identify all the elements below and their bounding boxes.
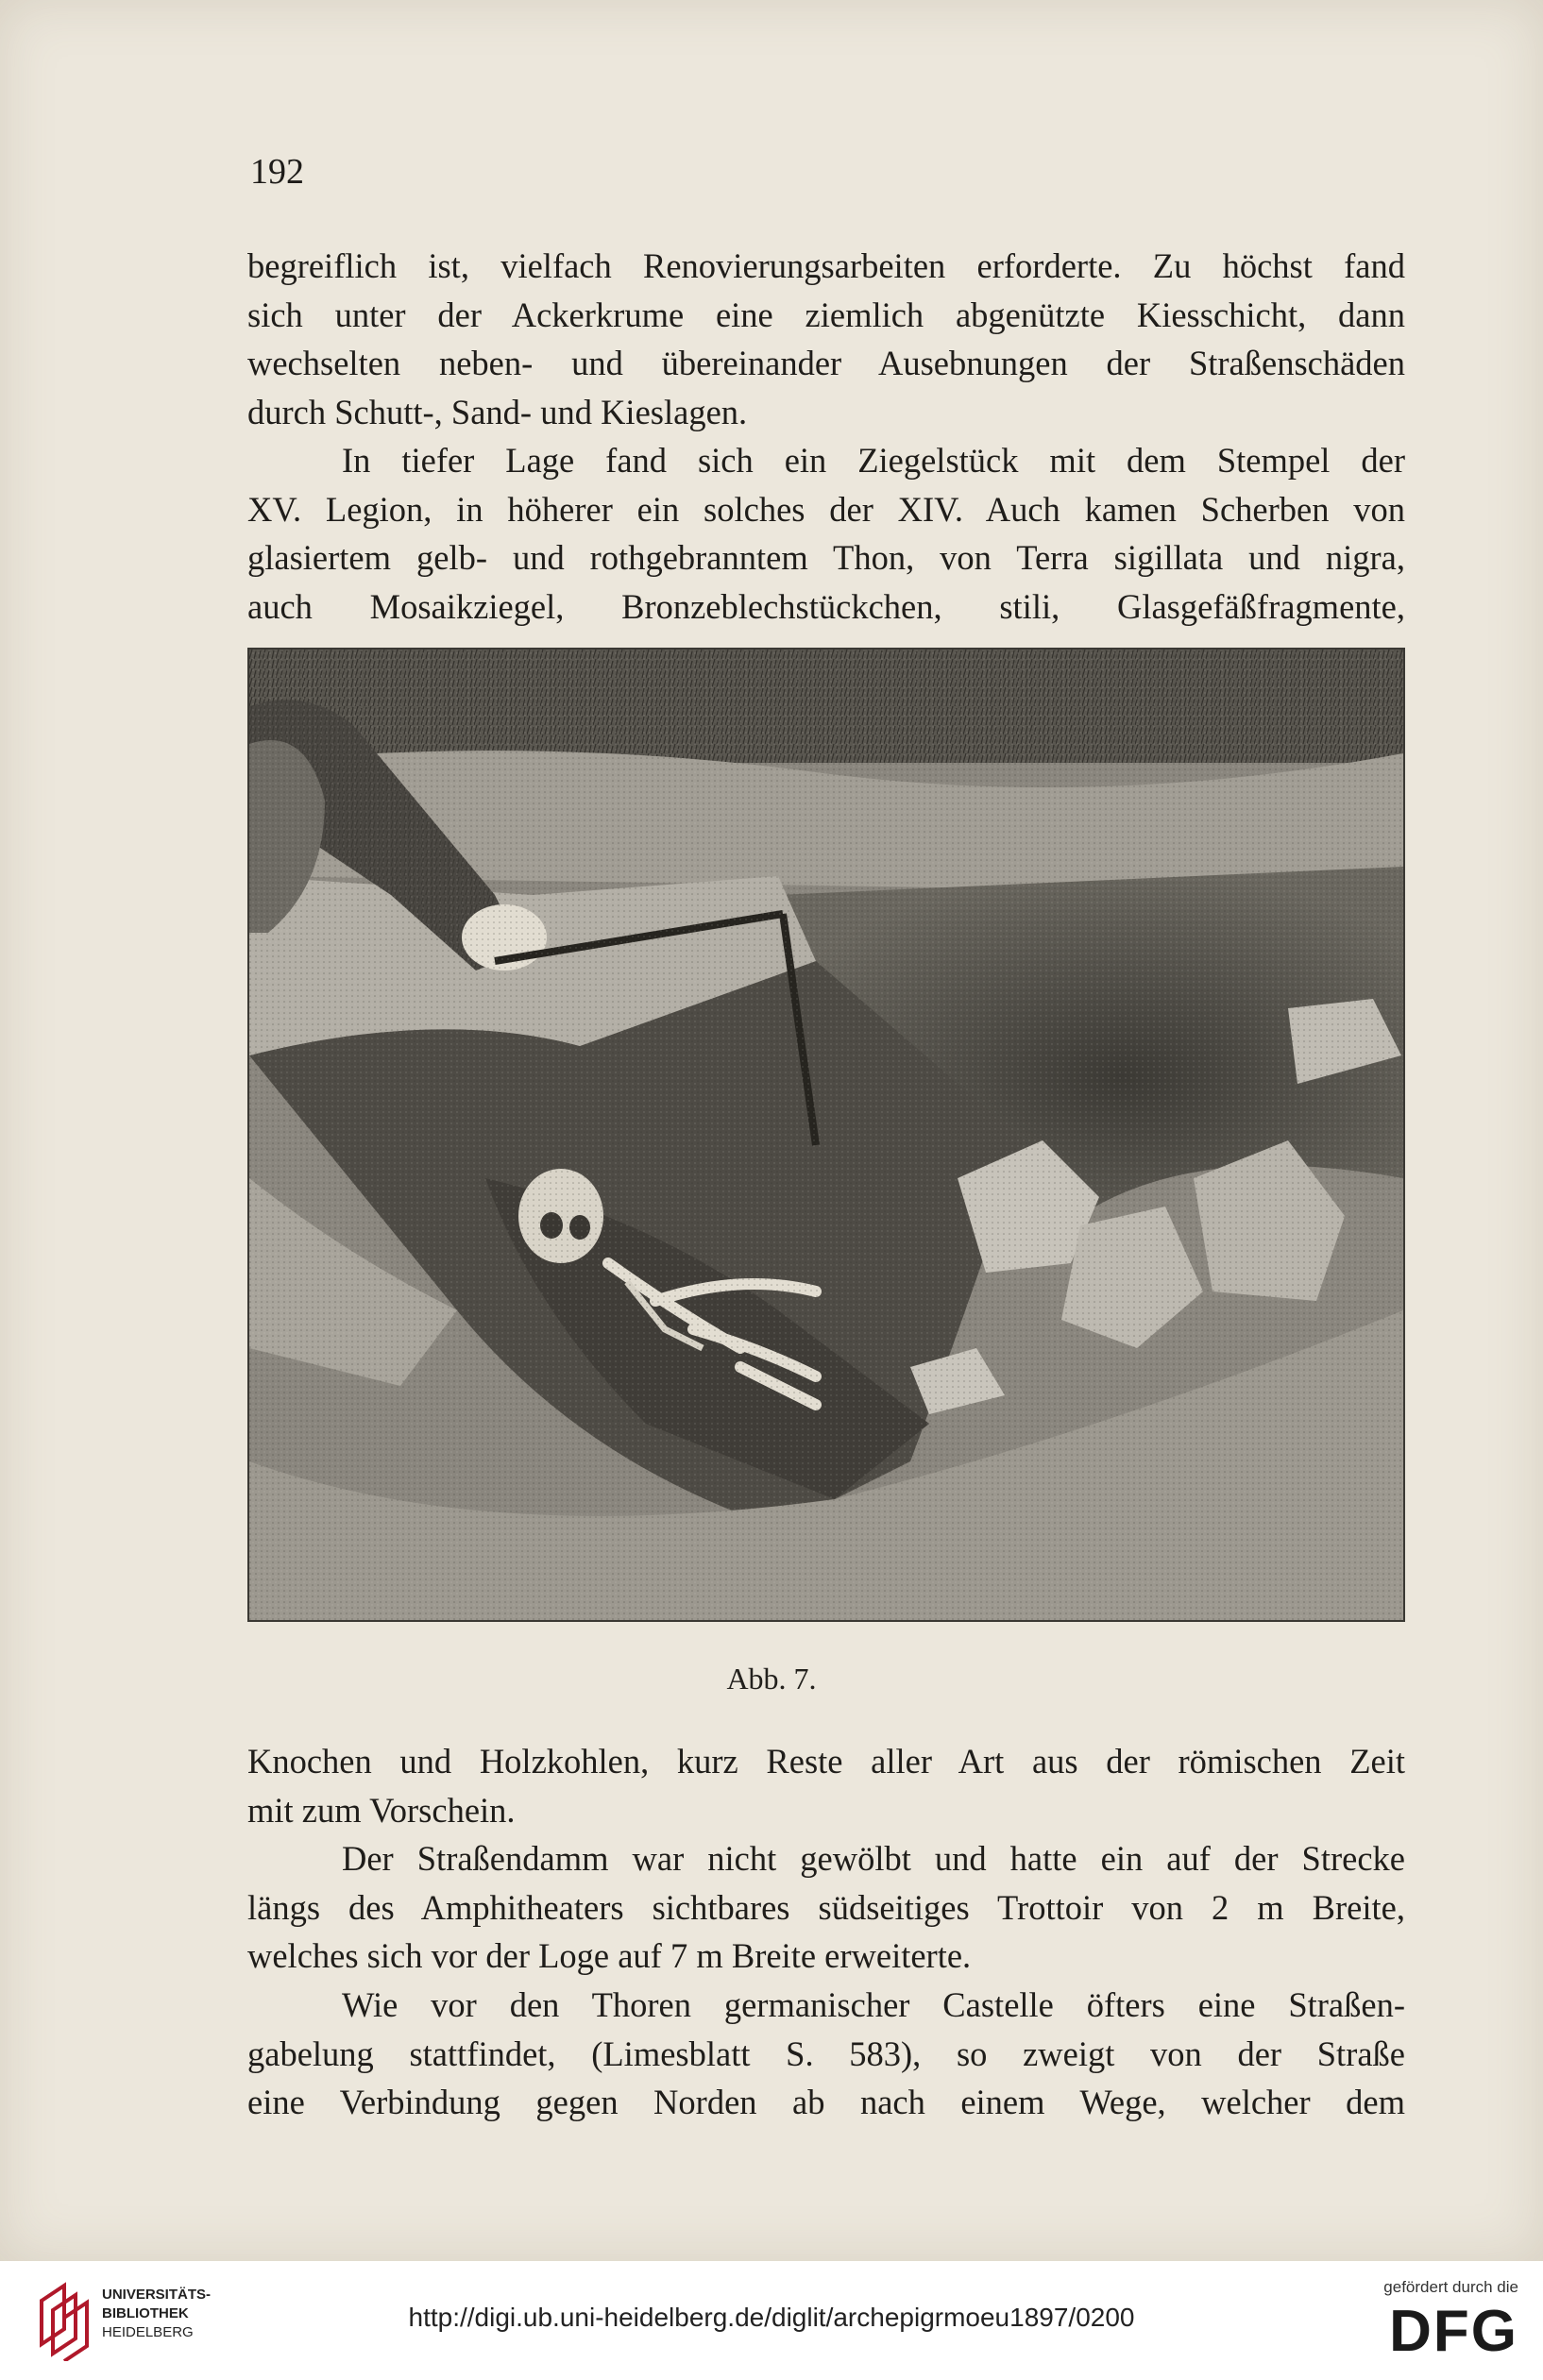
permalink-url[interactable]: http://digi.ub.uni-heidelberg.de/diglit/archepigrmoeu1897/0200 [408, 2303, 1135, 2332]
figure-caption: Abb. 7. [726, 1662, 817, 1696]
page-number: 192 [250, 152, 304, 192]
text-line: begreiflich ist, vielfach Renovierungsarbeiten erforderte. Zu höchst fand [247, 246, 1405, 285]
paragraph-3 [247, 1737, 1405, 1834]
paragraph-4 [247, 1834, 1405, 1981]
text-line: Knochen und Holzkohlen, kurz Reste aller Art aus der römischen Zeit [247, 1742, 1405, 1781]
paragraph-2 [247, 436, 1405, 631]
text-line: glasiertem gelb- und rothgebranntem Thon, von Terra sigillata und nigra, [247, 538, 1405, 577]
library-line: UNIVERSITÄTS- [102, 2287, 212, 2303]
text-line: Der Straßendamm war nicht gewölbt und hatte ein auf der Strecke [342, 1839, 1405, 1878]
text-line: gabelung stattfindet, (Limesblatt S. 583), so zweigt von der Straße [247, 2034, 1405, 2073]
text-line: mit zum Vorschein. [247, 1790, 516, 1830]
text-line: welches sich vor der Loge auf 7 m Breite erweiterte. [247, 1936, 972, 1975]
text-line: durch Schutt-, Sand- und Kieslagen. [247, 392, 748, 431]
text-line: wechselten neben- und übereinander Ausebnungen der Straßenschäden [247, 344, 1405, 382]
text-line: Wie vor den Thoren germanischer Castelle öfters eine Straßen- [342, 1985, 1405, 2024]
text-line: längs des Amphitheaters sichtbares südseitiges Trottoir von 2 m Breite, [247, 1887, 1405, 1927]
library-line: BIBLIOTHEK [102, 2305, 189, 2321]
excavation-photograph [247, 648, 1405, 1622]
paragraph-1 [247, 242, 1405, 436]
library-line: HEIDELBERG [102, 2324, 194, 2340]
funding-text: gefördert durch die [1383, 2278, 1518, 2296]
text-line: auch Mosaikziegel, Bronzeblechstückchen, stili, Glasgefäßfragmente, [247, 586, 1405, 626]
dfg-logo: DFG [1389, 2299, 1518, 2364]
paragraph-5 [247, 1981, 1405, 2127]
text-line: XV. Legion, in höherer ein solches der XIV. Auch kamen Scherben von [247, 489, 1405, 529]
digitization-footer [0, 2261, 1543, 2380]
text-line: eine Verbindung gegen Norden ab nach einem Wege, welcher dem [247, 2083, 1405, 2121]
text-line: In tiefer Lage fand sich ein Ziegelstück mit dem Stempel der [342, 441, 1405, 480]
excavation-photo-image [249, 650, 1403, 1620]
text-line: sich unter der Ackerkrume eine ziemlich abgenützte Kiesschicht, dann [247, 295, 1405, 334]
